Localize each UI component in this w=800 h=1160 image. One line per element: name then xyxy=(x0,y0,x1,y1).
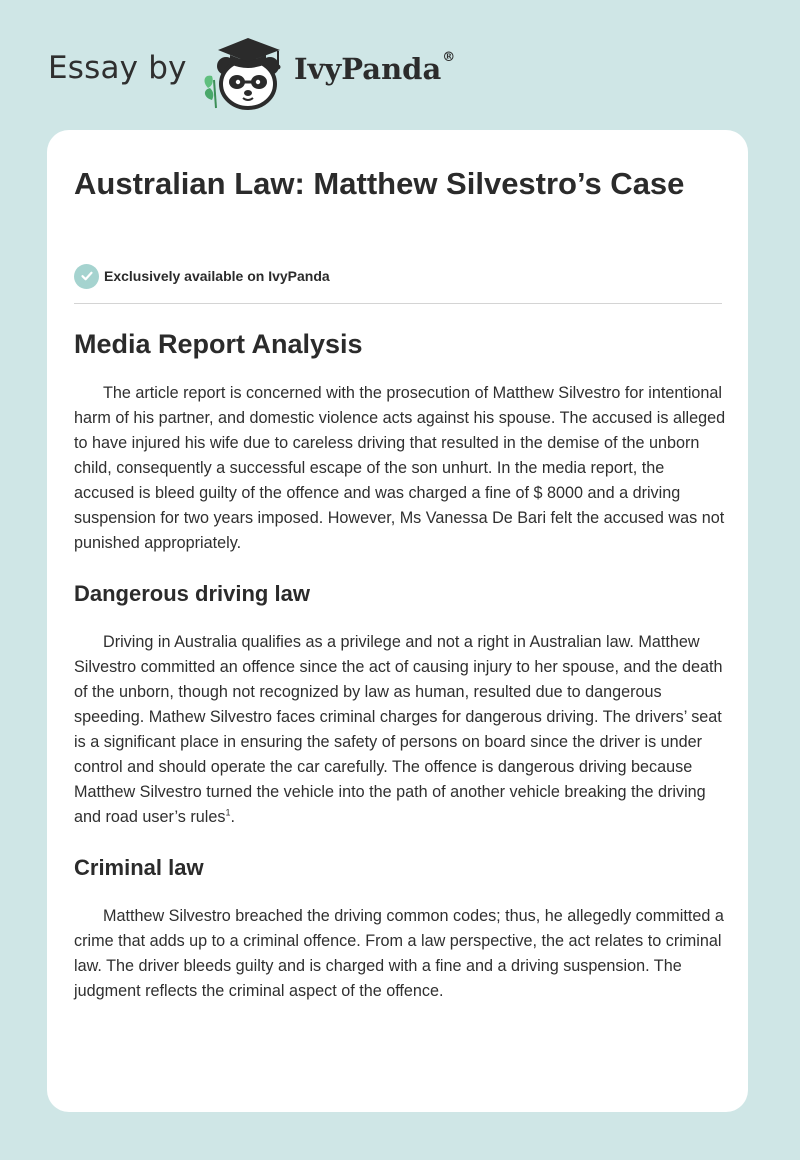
section-paragraph-criminal-law: Matthew Silvestro breached the driving common codes; thus, he allegedly committed a crime that adds up to a criminal offence. From a law perspective, the act relates to criminal law. The driver bleeds guilty and is charged with a fine and a driving suspension. The judgment reflects the criminal aspect of the offence. xyxy=(74,907,724,1000)
brand-header xyxy=(48,36,468,110)
brand-name xyxy=(294,52,454,86)
section-paragraph-media-report: The article report is concerned with the prosecution of Matthew Silvestro for intentional harm of his partner, and domestic violence acts against his spouse. The accused is alleged to have injured his wife due to careless driving that resulted in the demise of the unborn child, consequently a successful escape of the son unhurt. In the media report, the accused is bleed guilty of the offence and was charged a fine of $ 8000 and a driving suspension for two years imposed. However, Ms Vanessa De Bari felt the accused was not punished appropriately. xyxy=(74,384,726,552)
title-divider xyxy=(74,303,722,304)
article-card xyxy=(47,130,748,1112)
article-title: Australian Law: Matthew Silvestro’s Case xyxy=(74,166,685,201)
brand-name-text: IvyPanda xyxy=(294,52,442,86)
footnote-ref[interactable]: 1 xyxy=(225,807,231,818)
brand-registered-mark: ® xyxy=(442,50,456,65)
paragraph-end: . xyxy=(230,808,235,826)
section-heading-dangerous-driving: Dangerous driving law xyxy=(74,581,310,606)
section-heading-media-report: Media Report Analysis xyxy=(74,329,363,359)
panda-graduate-icon xyxy=(200,36,292,110)
paragraph-text: Driving in Australia qualifies as a privilege and not a right in Australian law. Matthew Silvestro committed an offence since the act of causing injury to her spouse, and the death of the unborn, though not recognized by law as human, resulted due to dangerous speeding. Mathew Silvestro faces criminal charges for dangerous driving. The drivers’ seat is a significant place in ensuring the safety of persons on board since the driver is under control and should operate the car carefully. The offence is dangerous driving because Matthew Silvestro turned the vehicle into the path of another vehicle breaking the driving and road user’s rules xyxy=(74,633,723,826)
section-heading-criminal-law: Criminal law xyxy=(74,855,204,880)
brand-prefix: Essay by xyxy=(48,50,187,86)
section-paragraph-dangerous-driving xyxy=(74,630,726,830)
exclusive-badge xyxy=(74,263,330,289)
check-circle-icon xyxy=(74,264,99,289)
article-body xyxy=(74,324,726,1004)
exclusive-label: Exclusively available on IvyPanda xyxy=(104,268,330,284)
